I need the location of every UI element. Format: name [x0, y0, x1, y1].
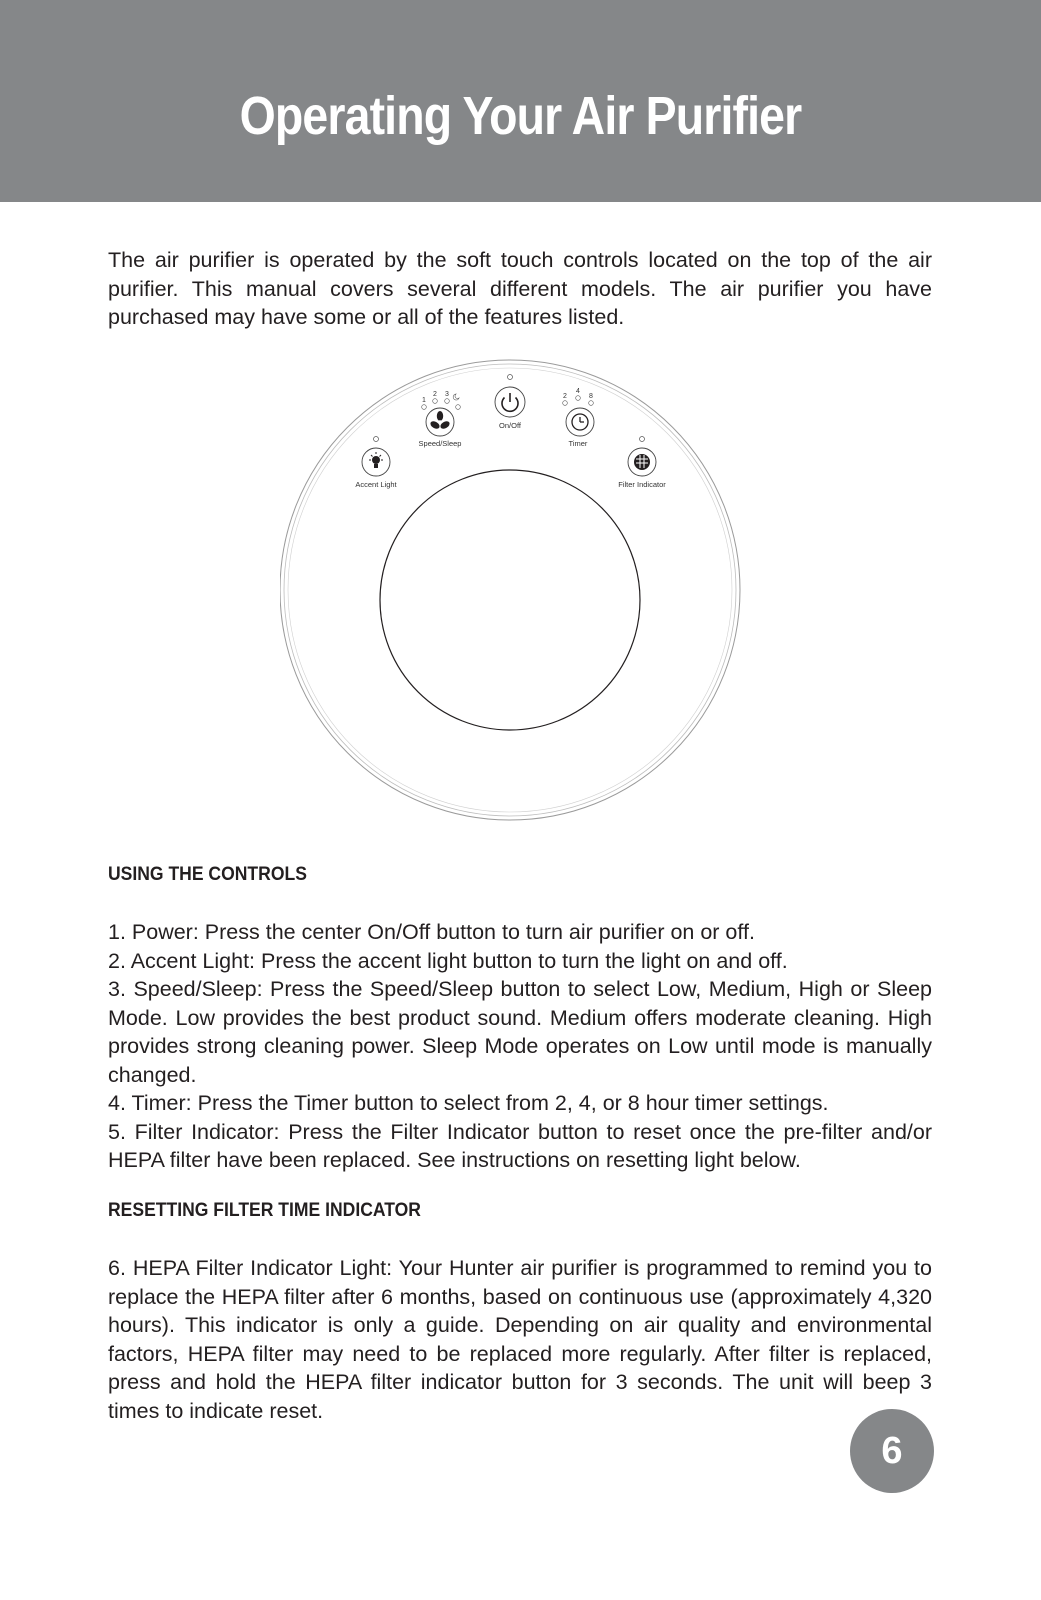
power-button[interactable] [495, 387, 525, 417]
controls-list [108, 918, 932, 1175]
using-controls-heading: USING THE CONTROLS [108, 863, 307, 885]
resetting-paragraph: 6. HEPA Filter Indicator Light: Your Hunter air purifier is programmed to remind you to replace the HEPA filter after 6 months, based on continuous use (approximately 4,320 hours). This indicator is only a guide. Depending on air quality and environmental factors, HEPA filter may need to be replaced more regularly. After filter is replaced, press and hold the HEPA filter indicator button for 3 seconds. The unit will beep 3 times to indicate reset. [108, 1256, 932, 1423]
center-grille [380, 470, 640, 730]
intro-paragraph: The air purifier is operated by the soft touch controls located on the top of the air purifier. This manual covers several different models. The air purifier you have purchased may have some or all of the features listed. [108, 248, 932, 329]
speed-led [433, 399, 438, 404]
timer-button[interactable] [566, 408, 594, 436]
timer-number: 2 [563, 393, 567, 400]
resetting-heading: RESETTING FILTER TIME INDICATOR [108, 1199, 421, 1221]
speed-sleep-label: Speed/Sleep [418, 439, 462, 448]
on-off-label: On/Off [499, 421, 521, 430]
timer-led [576, 396, 581, 401]
list-item: 3. Speed/Sleep: Press the Speed/Sleep button to select Low, Medium, High or Sleep Mode. Low provides the best product sound. Medium offers moderate cleaning. High provides strong cleaning power. Sleep Mode operates on Low until mode is manually changed. [108, 977, 932, 1087]
timer-led [563, 401, 568, 406]
outer-ring-inner [284, 364, 736, 816]
speed-led [422, 405, 427, 410]
control-panel-diagram [280, 352, 760, 828]
filter-indicator-led [640, 437, 645, 442]
moon-icon [453, 394, 459, 400]
list-item: 4. Timer: Press the Timer button to select from 2, 4, or 8 hour timer settings. [108, 1091, 829, 1115]
power-indicator-led [508, 375, 513, 380]
speed-number: 2 [433, 391, 437, 398]
accent-light-button[interactable] [362, 448, 390, 476]
sleep-led [456, 405, 461, 410]
filter-icon [634, 454, 650, 470]
accent-light-led [374, 437, 379, 442]
timer-number: 4 [576, 388, 580, 395]
page-header [0, 0, 1041, 202]
speed-number: 1 [422, 397, 426, 404]
list-item: 1. Power: Press the center On/Off button to turn air purifier on or off. [108, 920, 755, 944]
filter-indicator-button[interactable] [628, 448, 656, 476]
control-panel-svg [280, 352, 760, 828]
page-title: Operating Your Air Purifier [239, 86, 802, 146]
timer-number: 8 [589, 393, 593, 400]
timer-led [589, 401, 594, 406]
list-item: 5. Filter Indicator: Press the Filter Indicator button to reset once the pre-filter and/or HEPA filter have been replaced. See instructions on resetting light below. [108, 1119, 932, 1172]
filter-indicator-label: Filter Indicator [618, 480, 666, 489]
speed-number: 3 [445, 391, 449, 398]
outer-ring-innermost [288, 368, 732, 812]
page-number-badge: 6 [850, 1409, 934, 1493]
list-item: 2. Accent Light: Press the accent light button to turn the light on and off. [108, 948, 788, 973]
accent-light-label: Accent Light [355, 480, 397, 489]
timer-label: Timer [568, 439, 588, 448]
speed-led [445, 399, 450, 404]
speed-sleep-button[interactable] [426, 408, 454, 436]
